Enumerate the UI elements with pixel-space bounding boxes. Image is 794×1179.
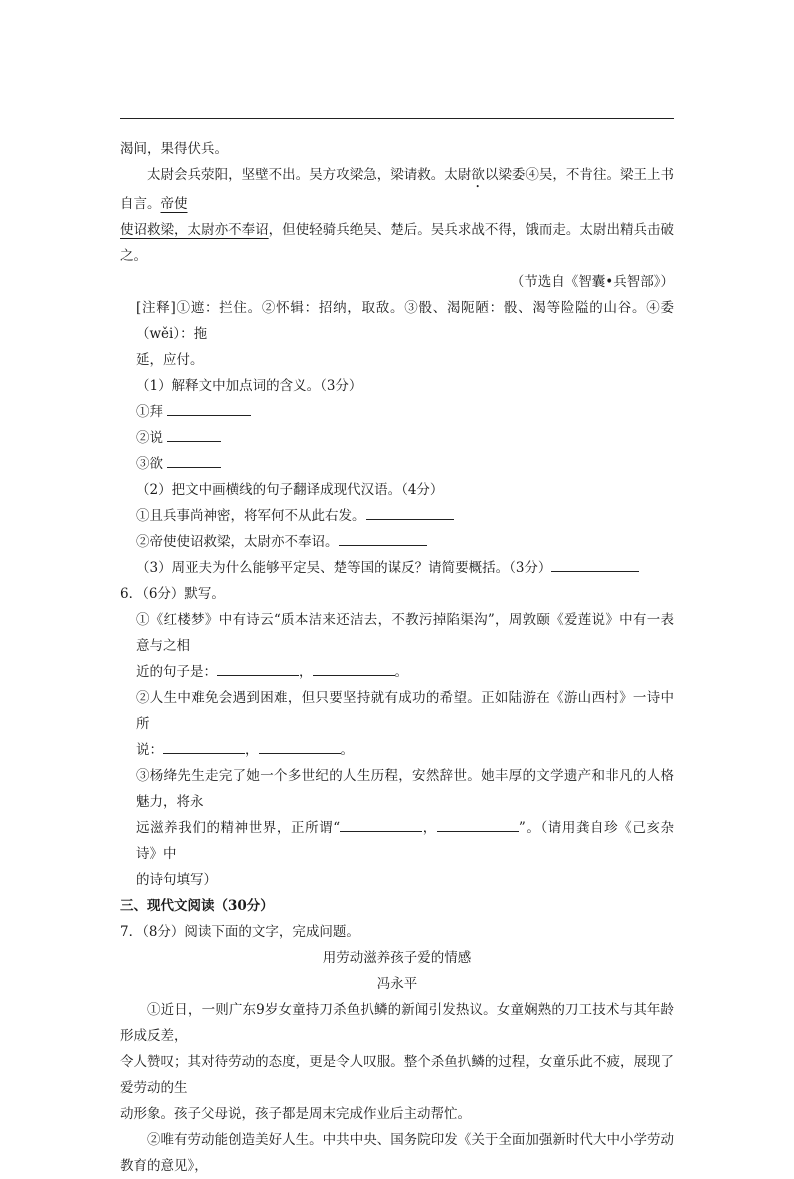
annotation-note-cont: 延，应付。 <box>136 352 204 368</box>
question-6-item-3: ③杨绛先生走完了她一个多世纪的人生历程，安然辞世。她丰厚的文学遗产和非凡的人格魅力，将永 <box>136 768 674 810</box>
article-paragraph-1-end: 动形象。孩子父母说，孩子都是周末完成作业后主动帮忙。 <box>120 1106 471 1122</box>
question-5-2: （2）把文中画横线的句子翻译成现代汉语。（4分） <box>136 482 444 498</box>
answer-blank[interactable] <box>259 738 341 754</box>
answer-blank[interactable] <box>167 400 251 416</box>
answer-blank[interactable] <box>167 426 221 442</box>
answer-blank[interactable] <box>163 738 245 754</box>
article-title: 用劳动滋养孩子爱的情感 <box>322 950 472 966</box>
answer-blank[interactable] <box>340 816 422 832</box>
question-6-item-3-cont: 远滋养我们的精神世界，正所谓“ ， ”。（请用龚自珍《己亥杂诗》中 <box>120 815 674 867</box>
annotation-note: [注释]①遮：拦住。②怀辑：招纳，取敌。③骰、渴阨陋：骰、渴等险隘的山谷。④委（wěi）：拖 <box>136 300 674 342</box>
underlined-sentence-cont: 使诏救梁，太尉亦不奉诏 <box>120 222 269 238</box>
translate-line-2: ②帝使使诏救梁，太尉亦不奉诏。 <box>120 529 674 555</box>
question-6-item-2: ②人生中难免会遇到困难，但只要坚持就有成功的希望。正如陆游在《游山西村》一诗中所 <box>136 690 674 732</box>
question-6-item-3-end: 的诗句填写） <box>136 872 217 888</box>
answer-blank[interactable] <box>167 452 221 468</box>
article-author: 冯永平 <box>376 976 418 992</box>
answer-blank[interactable] <box>551 556 639 572</box>
question-7-head: 7．（8分）阅读下面的文字，完成问题。 <box>120 924 360 940</box>
question-6-head: 6．（6分）默写。 <box>120 586 225 602</box>
answer-blank[interactable] <box>313 660 395 676</box>
article-paragraph-2: ②唯有劳动能创造美好人生。中共中央、国务院印发《关于全面加强新时代大中小学劳动教育的意见》， <box>120 1132 674 1174</box>
question-5-3: （3）周亚夫为什么能够平定吴、楚等国的谋反？请简要概括。（3分） <box>120 555 674 581</box>
article-paragraph-1-cont: 令人赞叹；其对待劳动的态度，更是令人叹服。整个杀鱼扒鳞的过程，女童乐此不疲，展现了爱劳动的生 <box>120 1054 674 1096</box>
answer-line-yu: ③欲 <box>120 451 674 477</box>
passage-line: 渴间，果得伏兵。 <box>120 141 228 157</box>
passage-source: （节选自《智囊•兵智部》） <box>510 274 674 290</box>
section-title: 三、现代文阅读（30分） <box>120 898 274 914</box>
passage-paragraph: 太尉会兵荥阳，坚壁不出。吴方攻梁急，梁请救。太尉欲以梁委④吴，不肯往。梁王上书自言。帝使 <box>120 167 675 212</box>
question-5-1: （1）解释文中加点词的含义。（3分） <box>136 378 363 394</box>
dotted-word-yu: 欲 <box>471 167 485 183</box>
answer-blank[interactable] <box>217 660 299 676</box>
answer-blank[interactable] <box>339 530 427 546</box>
answer-line-shui: ②说 <box>120 425 674 451</box>
translate-line-1: ①且兵事尚神密，将军何不从此右发。 <box>120 503 674 529</box>
passage-paragraph-cont: 使诏救梁，太尉亦不奉诏，但使轻骑兵绝吴、楚后。吴兵求战不得，饿而走。太尉出精兵击破之。 <box>120 222 675 264</box>
question-6-item-2-cont: 说： ， 。 <box>120 737 674 763</box>
question-6-item-1: ①《红楼梦》中有诗云“质本洁来还洁去，不教污掉陷渠沟”，周敦颐《爱莲说》中有一表意与之相 <box>136 612 674 654</box>
article-paragraph-1: ①近日，一则广东9岁女童持刀杀鱼扒鳞的新闻引发热议。女童娴熟的刀工技术与其年龄形成反差， <box>120 1002 674 1044</box>
header-rule <box>120 118 674 119</box>
answer-blank[interactable] <box>437 816 519 832</box>
underlined-sentence: 帝使 <box>160 196 188 212</box>
question-6-item-1-cont: 近的句子是： ， 。 <box>120 659 674 685</box>
exam-page <box>120 136 674 1179</box>
answer-blank[interactable] <box>366 504 454 520</box>
answer-line-bai: ①拜 <box>120 399 674 425</box>
